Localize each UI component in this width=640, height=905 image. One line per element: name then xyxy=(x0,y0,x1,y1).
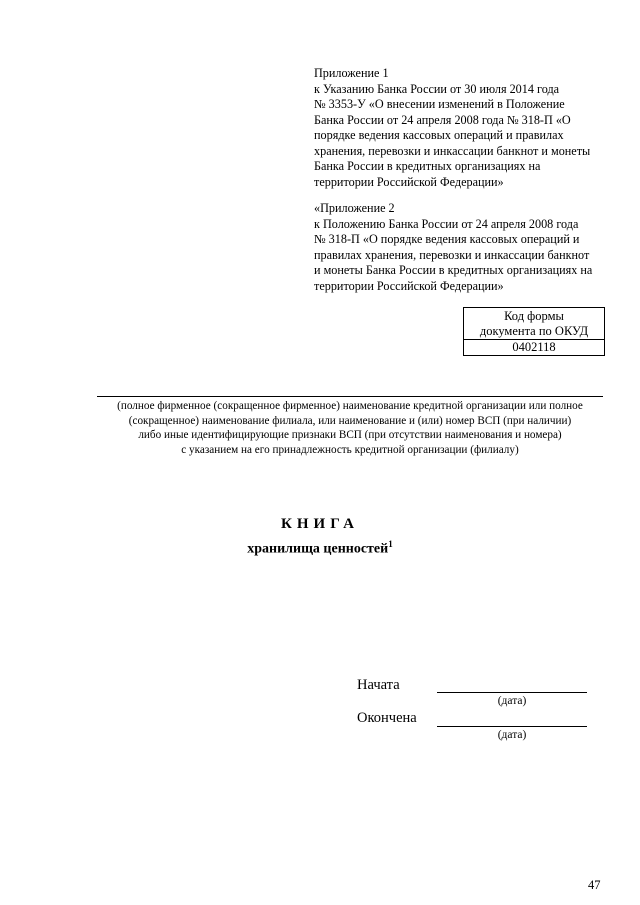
book-subtitle-text: хранилища ценностей xyxy=(247,541,389,557)
caption-line: либо иные идентифицирующие признаки ВСП (при отсутствии наименования и номера) xyxy=(138,429,562,441)
caption-line: с указанием на его принадлежность кредитной организации (филиалу) xyxy=(181,443,519,456)
end-date-caption: (дата) xyxy=(497,729,527,741)
okud-label-line: документа по ОКУД xyxy=(479,324,589,338)
appendix-1-line: хранения, перевозки и инкассации банкнот и монеты xyxy=(314,143,591,158)
appendix-2-line: правилах хранения, перевозки и инкассации банкнот xyxy=(314,247,590,262)
caption-line: (полное фирменное (сокращенное фирменное) наименование кредитной организации или полное xyxy=(117,400,583,412)
appendix-2-line: к Положению Банка России от 24 апреля 2008 года xyxy=(314,216,579,231)
appendix-2-line: территории Российской Федерации» xyxy=(314,278,504,293)
appendix-2-line: «Приложение 2 xyxy=(314,201,395,215)
organization-name-caption xyxy=(90,399,610,457)
end-date-line xyxy=(437,726,587,727)
organization-name-line xyxy=(97,396,603,397)
start-date-line xyxy=(437,692,587,693)
appendix-2-line: № 318-П «О порядке ведения кассовых операций и xyxy=(314,232,580,246)
footnote-mark: 1 xyxy=(388,539,393,549)
appendix-2-line: и монеты Банка России в кредитных организациях на xyxy=(314,263,593,277)
appendix-1-line: Банка России от 24 апреля 2008 года № 318-П «О xyxy=(314,112,571,127)
page-number: 47 xyxy=(588,878,601,892)
okud-code: 0402118 xyxy=(464,339,604,355)
start-date-caption: (дата) xyxy=(497,695,527,707)
start-date-label: Начата xyxy=(357,677,400,693)
appendix-1-line: № 3353-У «О внесении изменений в Положение xyxy=(314,97,565,111)
appendix-1-line: порядке ведения кассовых операций и правилах xyxy=(314,128,564,142)
end-date-label: Окончена xyxy=(357,710,417,726)
appendix-1-reference xyxy=(314,66,604,190)
appendix-1-line: Банка России в кредитных организациях на xyxy=(314,159,541,173)
okud-form-code-box xyxy=(463,307,605,356)
book-title: КНИГА xyxy=(281,516,359,532)
okud-label xyxy=(464,308,604,339)
book-subtitle xyxy=(0,539,640,558)
okud-label-line: Код формы xyxy=(504,309,564,323)
caption-line: (сокращенное) наименование филиала, или наименование и (или) номер ВСП (при наличии) xyxy=(128,414,572,427)
appendix-1-line: Приложение 1 xyxy=(314,66,389,80)
appendix-1-line: территории Российской Федерации» xyxy=(314,174,504,189)
appendix-2-reference xyxy=(314,201,604,294)
appendix-1-line: к Указанию Банка России от 30 июля 2014 года xyxy=(314,81,560,96)
